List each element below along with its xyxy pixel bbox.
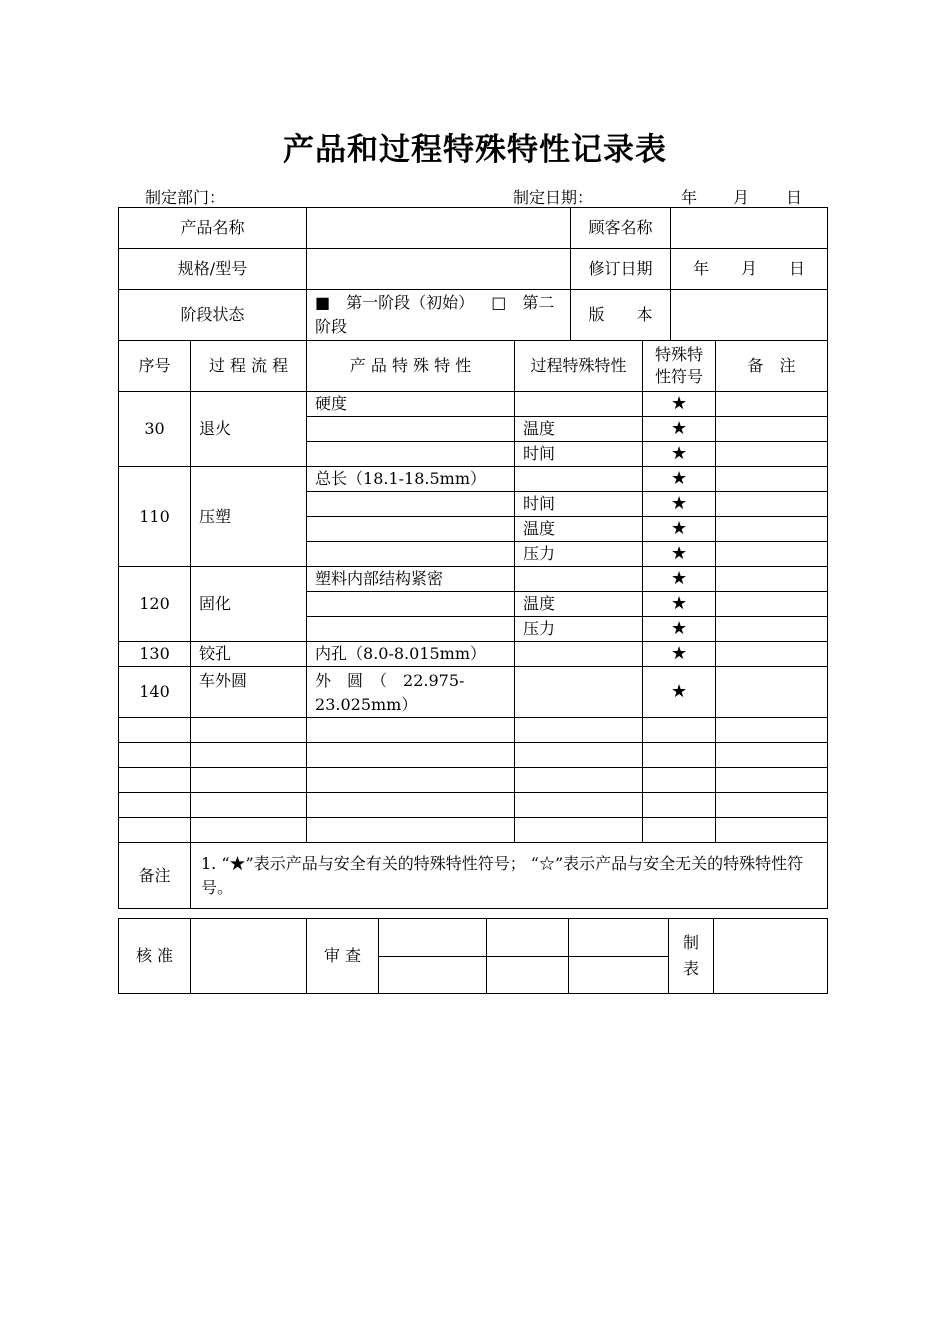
remarks-cell[interactable] [716,592,828,617]
review-field[interactable] [487,919,569,957]
col-header-process-flow: 过 程 流 程 [191,341,307,392]
product-char-cell [307,542,515,567]
empty-cell[interactable] [191,718,307,743]
remarks-cell[interactable] [716,667,828,718]
table-row [119,392,828,417]
process-char-cell [515,467,643,492]
table-row [119,667,828,718]
table-row [119,567,828,592]
remarks-cell[interactable] [716,567,828,592]
date-month: 月 [733,188,750,207]
empty-cell[interactable] [716,743,828,768]
page-title: 产品和过程特殊特性记录表 [283,132,667,168]
dept-label: 制定部门： [145,188,226,207]
process-char-cell [515,567,643,592]
row-process: 压塑 [191,467,307,567]
notes-label: 备注 [119,843,191,909]
date-label: 制定日期： [513,188,594,207]
approve-label: 核 准 [119,919,191,994]
empty-cell[interactable] [307,818,515,843]
empty-cell[interactable] [119,718,191,743]
remarks-cell[interactable] [716,417,828,442]
row-seq: 110 [119,467,191,567]
process-char-cell: 温度 [515,592,643,617]
spec-field[interactable] [307,249,571,290]
empty-cell[interactable] [307,793,515,818]
prepare-field[interactable] [714,919,828,994]
special-symbol: ★ [643,567,716,592]
product-char-cell [307,442,515,467]
product-char-cell: 硬度 [307,392,515,417]
empty-cell[interactable] [515,793,643,818]
empty-cell[interactable] [716,793,828,818]
version-field[interactable] [671,290,828,341]
special-symbol: ★ [643,417,716,442]
customer-name-label: 顾客名称 [571,208,671,249]
product-char-cell: 内孔（8.0-8.015mm） [307,642,515,667]
empty-cell[interactable] [119,818,191,843]
process-char-cell [515,392,643,417]
row-process: 铰孔 [191,642,307,667]
version-label: 版 本 [571,290,671,341]
col-header-remarks: 备 注 [716,341,828,392]
special-symbol: ★ [643,667,716,718]
approve-field[interactable] [191,919,307,994]
empty-cell[interactable] [643,768,716,793]
product-char-cell [307,592,515,617]
date-year: 年 [681,188,698,207]
product-char-cell [307,417,515,442]
special-symbol: ★ [643,517,716,542]
product-name-field[interactable] [307,208,571,249]
remarks-cell[interactable] [716,442,828,467]
col-header-symbol: 特殊特性符号 [643,341,716,392]
process-char-cell: 温度 [515,417,643,442]
product-char-cell: 总长（18.1-18.5mm） [307,467,515,492]
empty-cell[interactable] [191,793,307,818]
product-name-label: 产品名称 [119,208,307,249]
empty-cell[interactable] [515,818,643,843]
special-symbol: ★ [643,467,716,492]
product-char-cell [307,517,515,542]
col-header-product-char: 产 品 特 殊 特 性 [307,341,515,392]
process-char-cell [515,667,643,718]
review-field[interactable] [379,957,487,994]
empty-cell[interactable] [307,768,515,793]
revision-date-value[interactable]: 年 月 日 [671,249,828,290]
empty-cell[interactable] [191,743,307,768]
empty-cell[interactable] [191,768,307,793]
empty-cell[interactable] [643,743,716,768]
special-symbol: ★ [643,392,716,417]
empty-row [119,743,828,768]
stage-options [307,290,571,341]
col-header-seq: 序号 [119,341,191,392]
empty-row [119,718,828,743]
process-char-cell: 时间 [515,492,643,517]
process-char-cell: 时间 [515,442,643,467]
product-char-cell: 外 圆 （ 22.975-23.025mm） [307,667,515,718]
empty-row [119,768,828,793]
special-symbol: ★ [643,492,716,517]
empty-cell[interactable] [119,793,191,818]
product-char-cell [307,492,515,517]
remarks-cell[interactable] [716,492,828,517]
review-field[interactable] [569,919,669,957]
remarks-cell[interactable] [716,642,828,667]
special-symbol: ★ [643,642,716,667]
special-symbol: ★ [643,617,716,642]
process-char-cell: 压力 [515,542,643,567]
signoff-table [118,918,828,994]
empty-cell[interactable] [515,768,643,793]
notes-text: 1. “★”表示产品与安全有关的特殊特性符号； “☆”表示产品与安全无关的特殊特性符号。 [191,843,828,909]
row-process: 退火 [191,392,307,467]
review-label: 审 查 [307,919,379,994]
row-process: 固化 [191,567,307,642]
empty-cell[interactable] [643,793,716,818]
special-symbol: ★ [643,442,716,467]
empty-cell[interactable] [119,768,191,793]
row-seq: 30 [119,392,191,467]
info-row-spec [119,249,828,290]
info-row-product [119,208,828,249]
row-process: 车外圆 [191,667,307,718]
info-row-stage [119,290,828,341]
review-field[interactable] [487,957,569,994]
empty-row [119,818,828,843]
empty-row [119,793,828,818]
process-char-cell: 温度 [515,517,643,542]
empty-cell[interactable] [716,818,828,843]
empty-cell[interactable] [307,743,515,768]
product-char-cell: 塑料内部结构紧密 [307,567,515,592]
row-seq: 140 [119,667,191,718]
customer-name-field[interactable] [671,208,828,249]
col-header-process-char: 过程特殊特性 [515,341,643,392]
special-symbol: ★ [643,542,716,567]
table-row [119,642,828,667]
row-seq: 130 [119,642,191,667]
spec-label: 规格/型号 [119,249,307,290]
prepare-label: 制表 [669,919,714,994]
stage-option-second[interactable]: □ 第二阶段 [315,293,555,336]
revision-date-label: 修订日期 [571,249,671,290]
process-char-cell [515,642,643,667]
remarks-cell[interactable] [716,517,828,542]
notes-row [119,843,828,909]
review-field[interactable] [379,919,487,957]
process-char-cell: 压力 [515,617,643,642]
empty-cell[interactable] [307,718,515,743]
table-row [119,467,828,492]
date-day: 日 [786,188,803,207]
stage-option-first[interactable]: ■ 第一阶段（初始） [315,293,475,312]
column-header-row [119,341,828,392]
row-seq: 120 [119,567,191,642]
empty-cell[interactable] [515,718,643,743]
remarks-cell[interactable] [716,392,828,417]
remarks-cell[interactable] [716,467,828,492]
empty-cell[interactable] [643,718,716,743]
empty-cell[interactable] [716,768,828,793]
stage-label: 阶段状态 [119,290,307,341]
remarks-cell[interactable] [716,617,828,642]
record-table [118,207,828,909]
remarks-cell[interactable] [716,542,828,567]
product-char-cell [307,617,515,642]
review-field[interactable] [569,957,669,994]
empty-cell[interactable] [191,818,307,843]
empty-cell[interactable] [716,718,828,743]
empty-cell[interactable] [515,743,643,768]
empty-cell[interactable] [643,818,716,843]
special-symbol: ★ [643,592,716,617]
empty-cell[interactable] [119,743,191,768]
